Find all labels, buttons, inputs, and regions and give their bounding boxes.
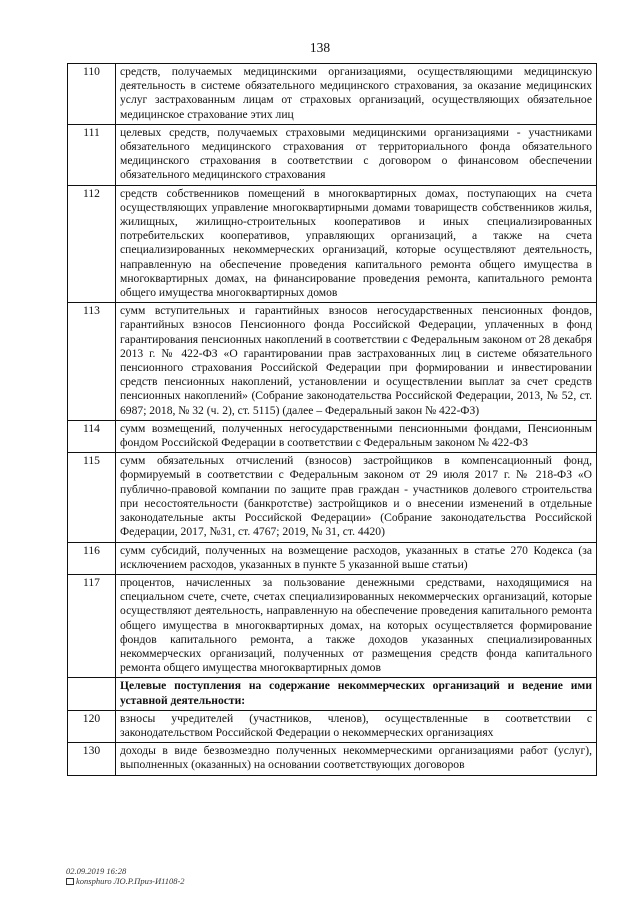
table-row bbox=[68, 453, 597, 542]
row-code: 114 bbox=[68, 420, 116, 452]
footer-file-path: konsphuro ЛО.Р.Приз-И1108-2 bbox=[76, 876, 185, 886]
row-text: целевых средств, получаемых страховыми медицинскими организациями - участниками обязательного медицинского страхования от территориального фонда обязательного медицинского страхования в соответствии с договором о финансовом обеспечении обязательного медицинского страхования bbox=[116, 124, 597, 185]
table-row bbox=[68, 710, 597, 742]
row-text: средств, получаемых медицинскими организациями, осуществляющими медицинскую деятельность в системе обязательного медицинского страхования, за оказание медицинских услуг застрахованным лицам от страховых организаций, осуществляющих обязательное медицинское страхование этих лиц bbox=[116, 64, 597, 125]
table-row bbox=[68, 124, 597, 185]
codes-table bbox=[67, 63, 597, 776]
row-text: сумм вступительных и гарантийных взносов негосударственных пенсионных фондов, гарантийных взносов Пенсионного фонда Российской Федерации, уплаченных в фонд гарантирования пенсионных накоплений в соответствии с Федеральным законом от 28 декабря 2013 г. № 422-ФЗ «О гарантировании прав застрахованных лиц в системе обязательного пенсионного страхования Российской Федерации при формировании и инвестировании средств пенсионных накоплений, установлении и осуществлении выплат за счет средств пенсионных накоплений» (Собрание законодательства Российской Федерации, 2013, № 52, ст. 6987; 2018, № 32 (ч. 2), ст. 5115) (далее – Федеральный закон № 422-ФЗ) bbox=[116, 303, 597, 421]
row-code: 116 bbox=[68, 542, 116, 574]
table-row bbox=[68, 64, 597, 125]
section-heading-row bbox=[68, 678, 597, 710]
table-row bbox=[68, 185, 597, 303]
row-code: 111 bbox=[68, 124, 116, 185]
row-text: сумм обязательных отчислений (взносов) застройщиков в компенсационный фонд, формируемый в соответствии с Федеральным законом от 29 июля 2017 г. № 218-ФЗ «О публично-правовой компании по защите прав граждан - участников долевого строительства при несостоятельности (банкротстве) застройщиков и о внесении изменений в отдельные законодательные акты Российской Федерации» (Собрание законодательства Российской Федерации, 2017, №31, ст. 4767; 2019, № 31, ст. 4420) bbox=[116, 453, 597, 542]
row-code: 113 bbox=[68, 303, 116, 421]
table-row bbox=[68, 743, 597, 775]
row-code: 117 bbox=[68, 574, 116, 677]
table-row bbox=[68, 542, 597, 574]
row-code: 120 bbox=[68, 710, 116, 742]
footer-file-ref bbox=[66, 876, 185, 886]
lock-icon bbox=[66, 878, 74, 885]
row-code bbox=[68, 678, 116, 710]
section-heading: Целевые поступления на содержание некоммерческих организаций и ведение ими уставной деятельности: bbox=[116, 678, 597, 710]
table-row bbox=[68, 420, 597, 452]
row-text: сумм возмещений, полученных негосударственными пенсионными фондами, Пенсионным фондом Российской Федерации в соответствии с Федеральным законом № 422-ФЗ bbox=[116, 420, 597, 452]
footer-stamp bbox=[66, 866, 185, 886]
table-row bbox=[68, 574, 597, 677]
row-text: доходы в виде безвозмездно полученных некоммерческими организациями работ (услуг), выполненных (оказанных) на основании соответствующих договоров bbox=[116, 743, 597, 775]
row-code: 115 bbox=[68, 453, 116, 542]
row-code: 110 bbox=[68, 64, 116, 125]
row-text: процентов, начисленных за пользование денежными средствами, находящимися на специальном счете, счете, счетах специализированных некоммерческих организаций, которые осуществляют деятельность, направленную на обеспечение проведения капитального ремонта общего имущества в многоквартирных домах, на которых осуществляется формирование фондов капитального ремонта, а также доходов указанных специализированных некоммерческих организаций, полученных от размещения средств фонда капитального ремонта общего имущества многоквартирных домов bbox=[116, 574, 597, 677]
footer-timestamp: 02.09.2019 16:28 bbox=[66, 866, 127, 876]
row-code: 112 bbox=[68, 185, 116, 303]
row-text: средств собственников помещений в многоквартирных домах, поступающих на счета осуществляющих управление многоквартирными домами товариществ собственников жилья, жилищных, жилищно-строительных кооперативов и иных специализированных потребительских кооперативов, управляющих организаций, а также на счета специализированных некоммерческих организаций, которые осуществляют деятельность, направленную на обеспечение проведения капитального ремонта общего имущества в многоквартирных домах, на финансирование проведения ремонта, капитального ремонта общего имущества многоквартирных домов bbox=[116, 185, 597, 303]
row-text: взносы учредителей (участников, членов), осуществленные в соответствии с законодательством Российской Федерации о некоммерческих организациях bbox=[116, 710, 597, 742]
table-row bbox=[68, 303, 597, 421]
page-number: 138 bbox=[309, 40, 331, 55]
row-code: 130 bbox=[68, 743, 116, 775]
row-text: сумм субсидий, полученных на возмещение расходов, указанных в статье 270 Кодекса (за исключением расходов, указанных в пункте 5 указанной выше статьи) bbox=[116, 542, 597, 574]
